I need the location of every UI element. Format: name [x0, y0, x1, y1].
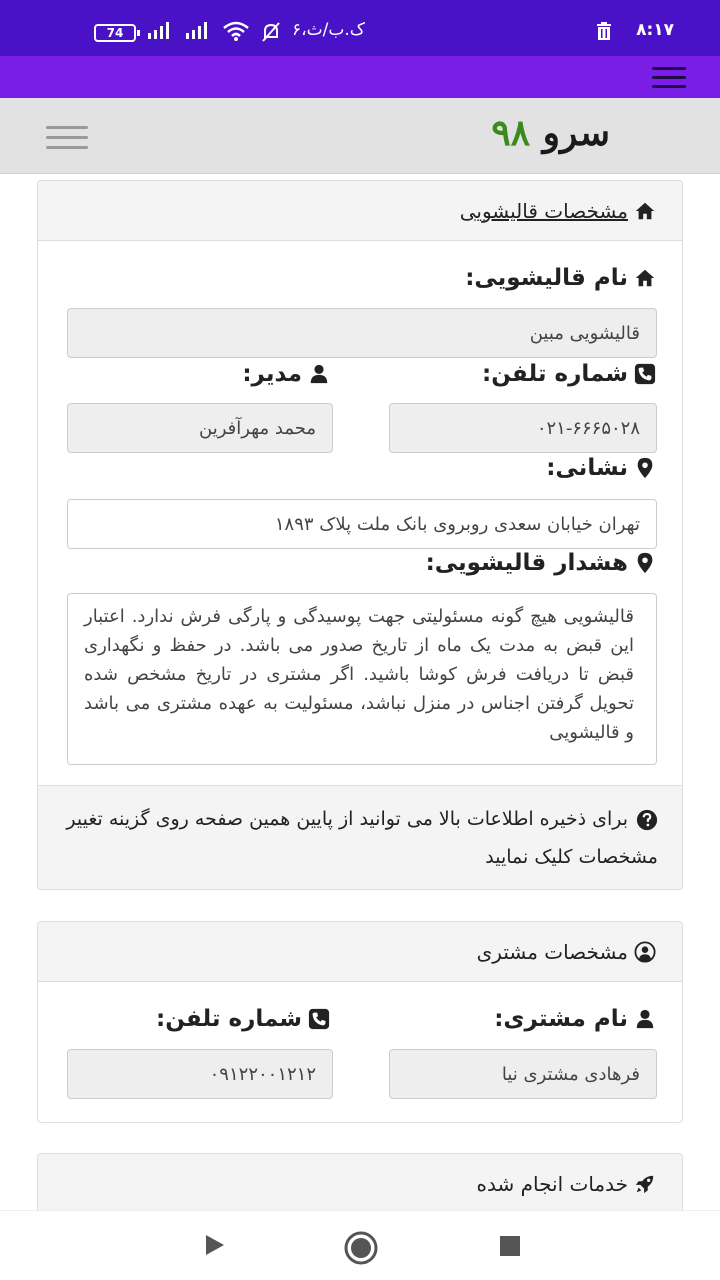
shop-name-label-text: نام قالیشویی: [465, 265, 628, 291]
warning-label-text: هشدار قالیشویی: [425, 550, 628, 576]
trash-icon [596, 22, 612, 40]
brand-logo[interactable] [491, 112, 610, 154]
map-marker-icon [634, 457, 656, 479]
rocket-icon [634, 1173, 656, 1195]
mute-bell-icon [260, 21, 282, 43]
shop-phone-field[interactable] [389, 403, 657, 453]
recents-icon[interactable] [499, 1235, 521, 1257]
status-time: ۸:۱۷ [636, 20, 674, 40]
save-hint-text: برای ذخیره اطلاعات بالا می توانید از پایین همین صفحه روی گزینه تغییر مشخصات کلیک نمایید [66, 808, 658, 868]
customer-phone-label-text: شماره تلفن: [156, 1006, 302, 1032]
phone-square-icon [634, 363, 656, 385]
customer-name-label-text: نام مشتری: [494, 1006, 628, 1032]
shop-info-panel [37, 180, 683, 890]
system-navigation-bar [0, 1210, 720, 1280]
phone-square-icon [308, 1008, 330, 1030]
wifi-icon [222, 20, 250, 42]
customer-info-panel [37, 921, 683, 1123]
home-icon [634, 200, 656, 222]
shop-phone-label-text: شماره تلفن: [482, 361, 628, 387]
signal-icon-2 [186, 21, 212, 39]
map-marker-icon [634, 552, 656, 574]
save-hint [38, 785, 683, 889]
customer-phone-value: ۰۹۱۲۲۰۰۱۲۱۲ [209, 1063, 316, 1085]
battery-level: 74 [106, 26, 124, 40]
manager-field[interactable] [67, 403, 333, 453]
shop-name-value: قالیشویی مبین [529, 322, 640, 344]
shop-panel-title[interactable]: مشخصات قالیشویی [459, 198, 628, 223]
manager-value: محمد مهرآفرین [199, 417, 316, 439]
status-bar [0, 0, 720, 56]
services-panel-title: خدمات انجام شده [476, 1171, 628, 1196]
battery-icon [94, 24, 136, 42]
customer-panel-title: مشخصات مشتری [476, 939, 628, 964]
customer-name-field[interactable] [389, 1049, 657, 1099]
shop-phone-label [482, 361, 656, 387]
shop-name-field[interactable] [67, 308, 657, 358]
customer-name-label [494, 1006, 656, 1032]
user-icon [308, 363, 330, 385]
user-icon [634, 1008, 656, 1030]
back-icon[interactable] [202, 1233, 226, 1257]
app-menu-button[interactable] [652, 67, 686, 94]
navbar-toggle-button[interactable] [46, 126, 88, 156]
address-label [546, 455, 656, 481]
home-icon [634, 267, 656, 289]
manager-label-text: مدیر: [242, 361, 302, 387]
address-label-text: نشانی: [546, 455, 628, 481]
home-button-icon[interactable] [344, 1231, 378, 1265]
address-value: تهران خیابان سعدی روبروی بانک ملت پلاک ۱۸۹۳ [274, 513, 640, 535]
user-circle-icon [634, 941, 656, 963]
brand-name: سرو [542, 112, 610, 154]
customer-phone-label [156, 1006, 330, 1032]
shop-name-label [465, 265, 656, 291]
shop-panel-header [38, 181, 682, 241]
signal-icon [148, 21, 174, 39]
shop-phone-value: ۰۲۱-۶۶۶۵۰۲۸ [536, 417, 640, 439]
app-bar [0, 56, 720, 98]
question-circle-icon [636, 809, 658, 831]
warning-textarea[interactable]: قالیشویی هیچ گونه مسئولیتی جهت پوسیدگی و پارگی فرش ندارد. اعتبار این قبض به مدت یک ماه از تاریخ صدور می باشد. در حفظ و نگهداری قبض تا دریافت فرش کوشا باشید. اگر مشتری در تاریخ مشخص شده تحویل گرفتن اجناس در منزل نباشد، مسئولیت به عهده مشتری می باشد و قالیشویی [67, 593, 657, 765]
brand-number: ۹۸ [491, 112, 531, 154]
customer-phone-field[interactable] [67, 1049, 333, 1099]
services-panel-header [38, 1154, 682, 1214]
manager-label [242, 361, 330, 387]
address-field[interactable] [67, 499, 657, 549]
status-date: ۶،ک.ب/ث [292, 20, 365, 40]
customer-panel-header [38, 922, 682, 982]
site-navbar [0, 98, 720, 174]
customer-name-value: فرهادی مشتری نیا [501, 1063, 640, 1085]
warning-label [426, 550, 656, 576]
